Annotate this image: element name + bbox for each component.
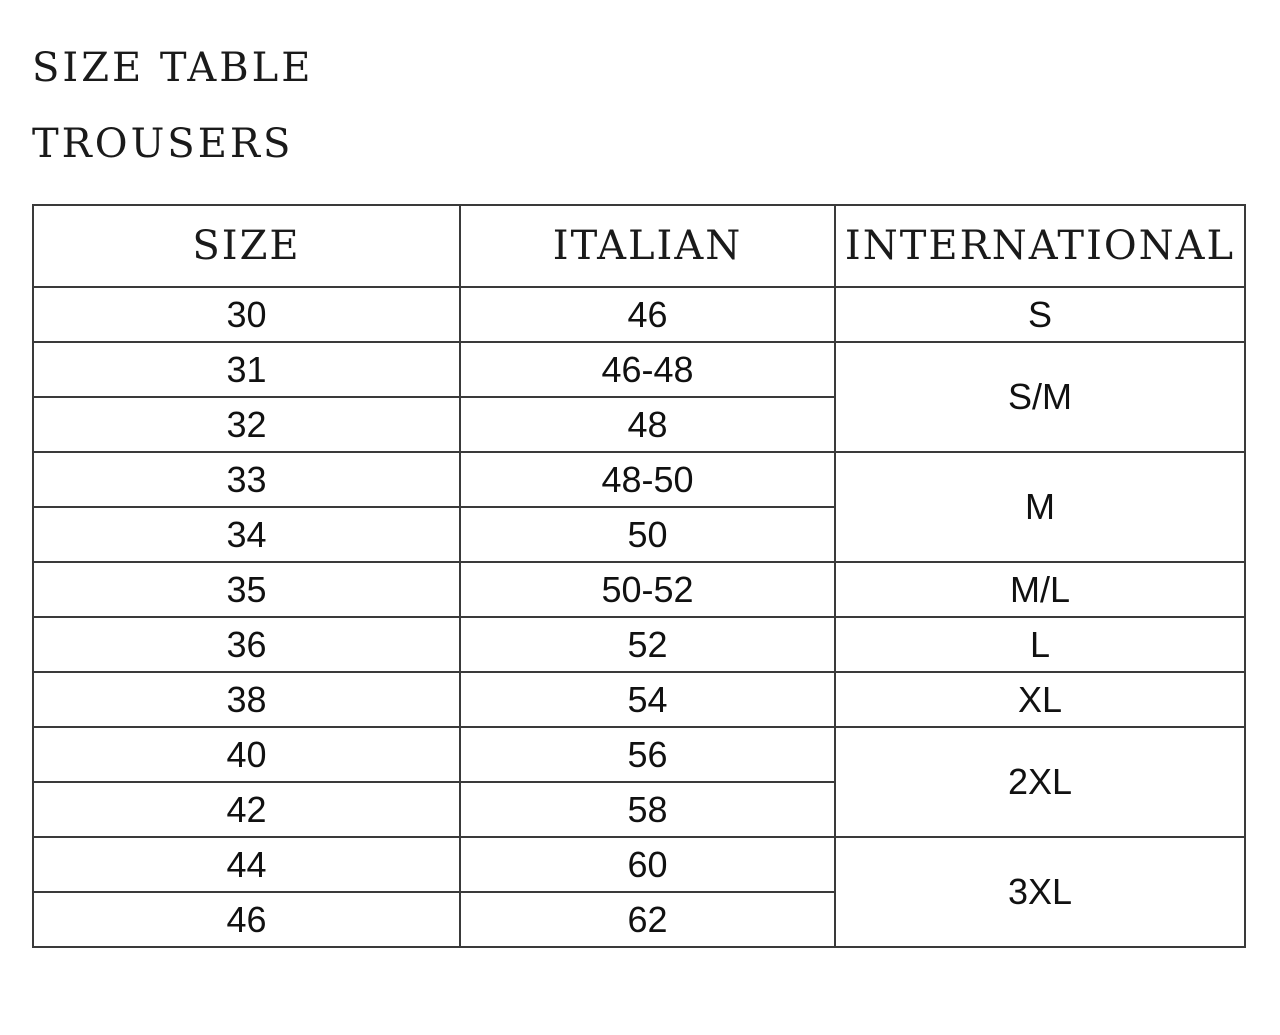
- table-row: [33, 452, 1245, 507]
- cell-international: S/M: [835, 342, 1245, 452]
- cell-size: 36: [33, 617, 460, 672]
- table-row: [33, 342, 1245, 397]
- table-row: [33, 672, 1245, 727]
- cell-size: 31: [33, 342, 460, 397]
- cell-size: 34: [33, 507, 460, 562]
- column-header-international: INTERNATIONAL: [835, 205, 1245, 287]
- cell-size: 30: [33, 287, 460, 342]
- cell-size: 35: [33, 562, 460, 617]
- cell-size: 40: [33, 727, 460, 782]
- size-table: [32, 204, 1246, 948]
- cell-italian: 58: [460, 782, 835, 837]
- table-row: [33, 617, 1245, 672]
- table-row: [33, 287, 1245, 342]
- cell-italian: 46-48: [460, 342, 835, 397]
- cell-italian: 54: [460, 672, 835, 727]
- cell-international: 3XL: [835, 837, 1245, 947]
- column-header-italian: ITALIAN: [460, 205, 835, 287]
- table-row: [33, 562, 1245, 617]
- cell-size: 44: [33, 837, 460, 892]
- table-row: [33, 727, 1245, 782]
- page-subtitle: TROUSERS: [32, 121, 294, 167]
- table-header-row: [33, 205, 1245, 287]
- cell-italian: 46: [460, 287, 835, 342]
- cell-international: L: [835, 617, 1245, 672]
- cell-international: M: [835, 452, 1245, 562]
- cell-italian: 52: [460, 617, 835, 672]
- cell-italian: 50-52: [460, 562, 835, 617]
- column-header-size: SIZE: [33, 205, 460, 287]
- cell-size: 38: [33, 672, 460, 727]
- cell-international: M/L: [835, 562, 1245, 617]
- cell-international: XL: [835, 672, 1245, 727]
- cell-international: S: [835, 287, 1245, 342]
- page-title: SIZE TABLE: [32, 45, 314, 91]
- cell-size: 33: [33, 452, 460, 507]
- cell-italian: 50: [460, 507, 835, 562]
- cell-size: 46: [33, 892, 460, 947]
- cell-italian: 62: [460, 892, 835, 947]
- cell-size: 32: [33, 397, 460, 452]
- table-row: [33, 837, 1245, 892]
- cell-italian: 48-50: [460, 452, 835, 507]
- cell-size: 42: [33, 782, 460, 837]
- cell-italian: 48: [460, 397, 835, 452]
- cell-italian: 56: [460, 727, 835, 782]
- cell-international: 2XL: [835, 727, 1245, 837]
- cell-italian: 60: [460, 837, 835, 892]
